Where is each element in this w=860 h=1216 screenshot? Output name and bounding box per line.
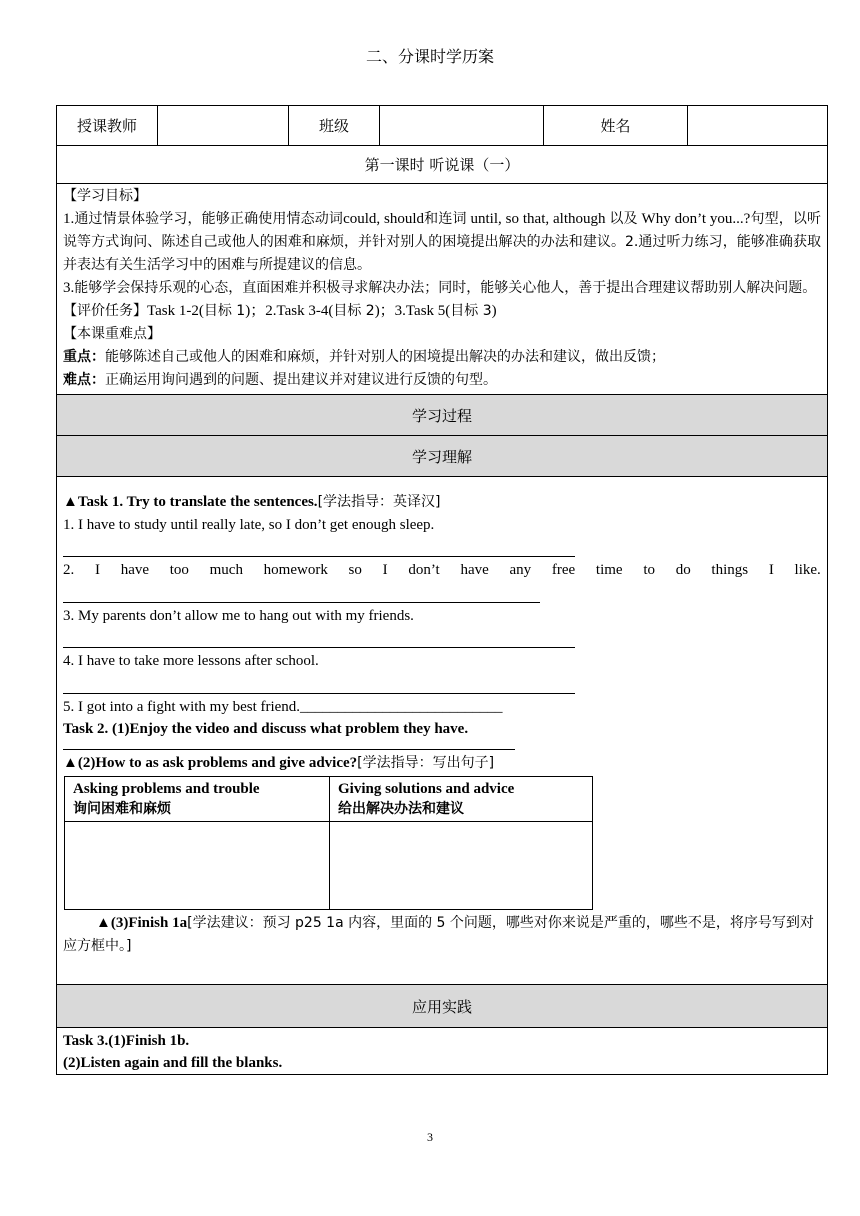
answer-line-1[interactable] (63, 536, 575, 557)
lesson-plan-table (56, 105, 828, 1075)
key-point: 重点：能够陈述自己或他人的困难和麻烦，并针对别人的困境提出解决的办法和建议，做出反馈； (63, 349, 665, 365)
section-learning-process: 学习过程 (57, 395, 827, 436)
sentence-2-word: I (94, 562, 100, 578)
sentence-2-word: so (348, 562, 362, 578)
sentence-2-word: I (768, 562, 774, 578)
tasks-section (57, 477, 827, 985)
task3-line1: Task 3.(1)Finish 1b. (63, 1033, 190, 1049)
sentence-2-word: I (382, 562, 388, 578)
sentence-2-word: too (169, 562, 189, 578)
objectives-heading: 【学习目标】 (63, 188, 147, 204)
asking-answer-cell[interactable] (65, 822, 330, 910)
difficult-point: 难点：正确运用询问遇到的问题、提出建议并对建议进行反馈的句型。 (63, 372, 497, 388)
sentence-2-word: don’t (408, 562, 440, 578)
sentence-4: 4. I have to take more lessons after school. (63, 653, 319, 669)
name-label: 姓名 (544, 106, 688, 145)
key-points-heading: 【本课重难点】 (63, 326, 161, 342)
objectives-section (57, 184, 827, 395)
sentence-2-word: do (675, 562, 691, 578)
sentence-2-word: like. (794, 562, 821, 578)
sentence-5: 5. I got into a fight with my best friend.___________________________ (63, 698, 503, 715)
task2-part3: ▲(3)Finish 1a[学法建议：预习 p25 1a 内容，里面的 5 个问题，哪些对你来说是严重的，哪些不是，将序号写到对应方框中。] (63, 915, 814, 954)
sentence-2-word: 2. (63, 562, 75, 578)
teacher-label: 授课教师 (57, 106, 158, 145)
sentence-2-word: time (595, 562, 623, 578)
answer-line-4[interactable] (63, 673, 575, 694)
info-row (57, 106, 827, 146)
goal-3: 3.能够学会保持乐观的心态，直面困难并积极寻求解决办法；同时，能够关心他人，善于提出合理建议帮助别人解决问题。 (63, 280, 817, 296)
answer-line-task2[interactable] (63, 741, 515, 750)
page-title: 二、分课时学历案 (365, 47, 494, 66)
teacher-field[interactable] (158, 106, 289, 145)
section-practice: 应用实践 (57, 985, 827, 1028)
answer-line-2[interactable] (63, 582, 540, 603)
giving-answer-cell[interactable] (330, 822, 593, 910)
sentence-2 (63, 559, 821, 582)
task1-title: ▲Task 1. Try to translate the sentences.[学法指导：英译汉] (63, 494, 441, 510)
sentence-2-word: free (551, 562, 576, 578)
sentence-2-word: things (711, 562, 749, 578)
sentence-2-word: any (509, 562, 532, 578)
sentence-2-word: homework (263, 562, 328, 578)
evaluation-tasks: 【评价任务】Task 1-2(目标 1)；2.Task 3-4(目标 2)；3.Task 5(目标 3) (63, 303, 497, 319)
lesson-title: 第一课时 听说课（一） (57, 146, 827, 184)
task3-line2: (2)Listen again and fill the blanks. (63, 1055, 283, 1071)
sentence-1: 1. I have to study until really late, so I don’t get enough sleep. (63, 516, 435, 533)
class-label: 班级 (289, 106, 380, 145)
sentence-2-word: have (460, 562, 489, 578)
col-giving-header: Giving solutions and advice 给出解决办法和建议 (330, 777, 593, 822)
sentence-2-word: have (120, 562, 150, 578)
goal-1: 1.通过情景体验学习，能够正确使用情态动词could, should和连词 until, so that, although 以及 Why don’t you...?句型，以听说等方式询问、陈述自己或他人的困难和麻烦，并针对别人的困境提出解决的办法和建议。2.通过听力练习，能够准确获取并表达有关生活学习中的困难与所提建议的信息。 (63, 211, 822, 273)
section-understanding: 学习理解 (57, 436, 827, 477)
page-number: 3 (427, 1130, 433, 1144)
col-asking-header: Asking problems and trouble 询问困难和麻烦 (65, 777, 330, 822)
task2-part2-title: ▲(2)How to as ask problems and give advice?[学法指导：写出句子] (63, 754, 495, 771)
sentence-3: 3. My parents don’t allow me to hang out with my friends. (63, 607, 414, 624)
sentence-2-word: much (209, 562, 243, 578)
sentence-2-word: to (643, 562, 655, 578)
name-field[interactable] (688, 106, 827, 145)
answer-line-3[interactable] (63, 627, 575, 648)
class-field[interactable] (380, 106, 544, 145)
advice-table (64, 776, 593, 910)
task3-section (57, 1028, 827, 1074)
task2-part1: Task 2. (1)Enjoy the video and discuss what problem they have. (63, 721, 469, 737)
